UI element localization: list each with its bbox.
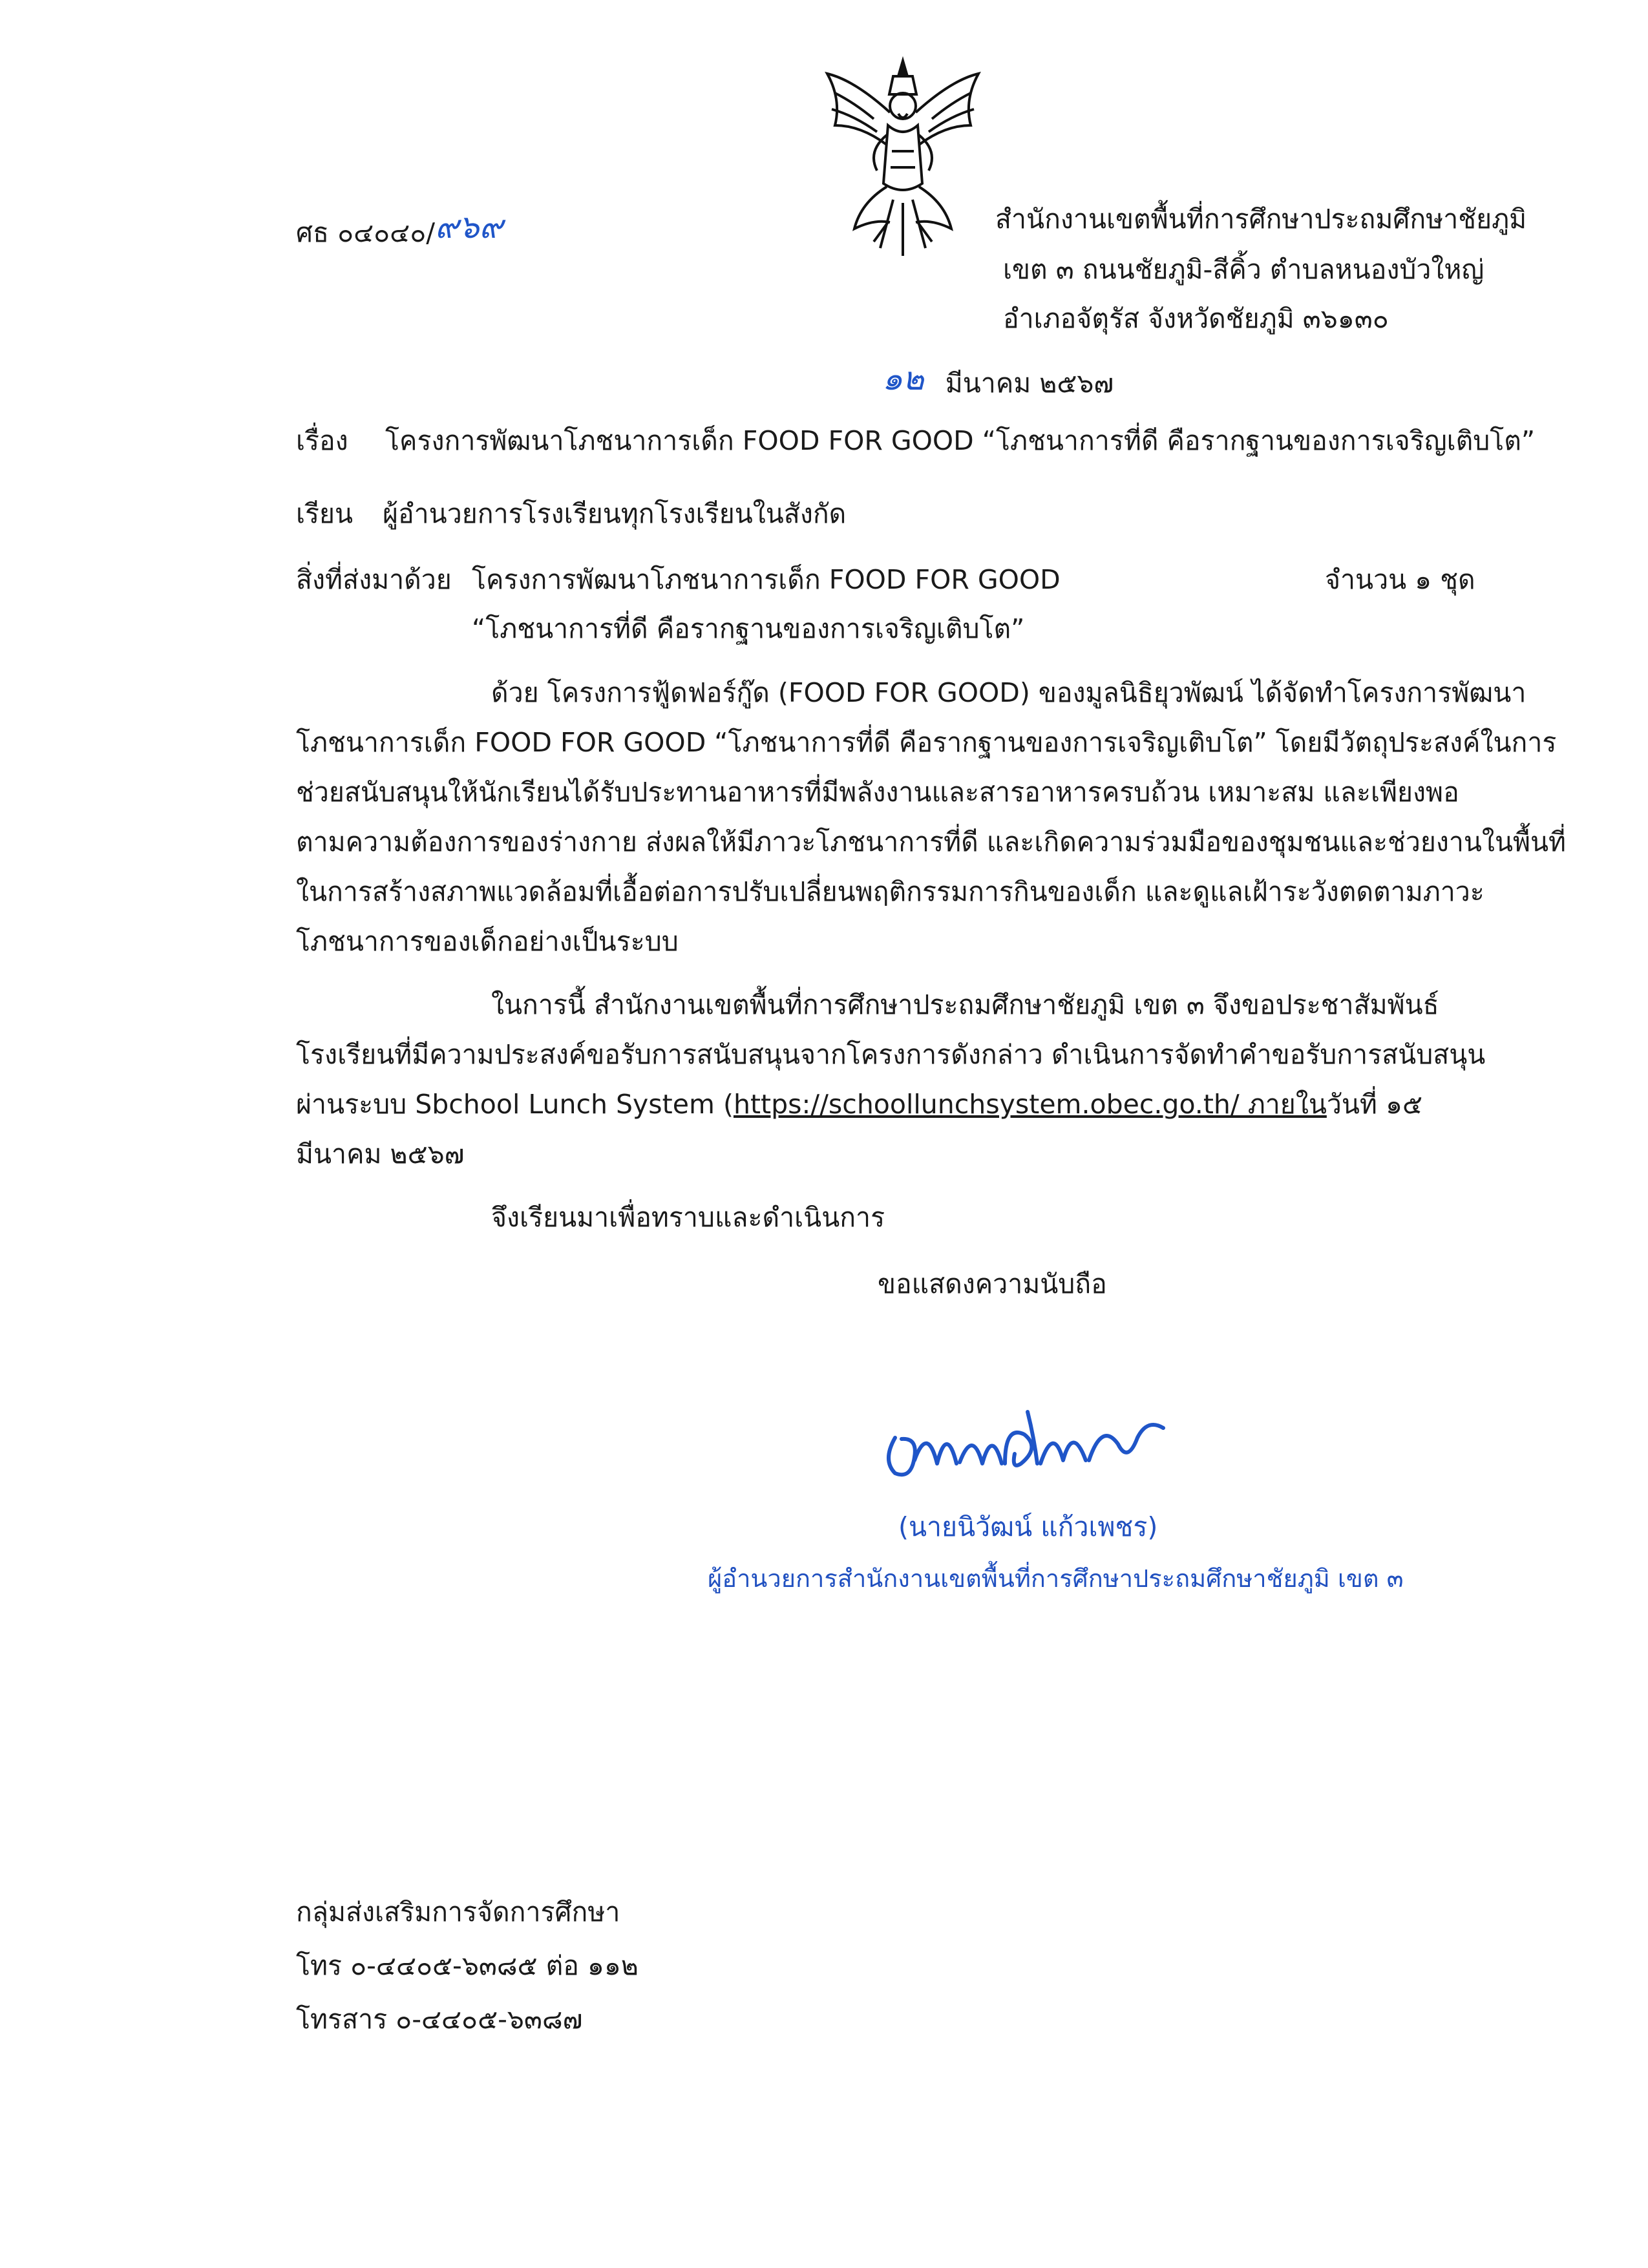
signatory-position: ผู้อำนวยการสำนักงานเขตพื้นที่การศึกษาประถมศึกษาชัยภูมิ เขต ๓ xyxy=(708,1564,1404,1593)
school-lunch-system-link[interactable]: https://schoollunchsystem.obec.go.th/ ภายใน xyxy=(733,1089,1327,1120)
paragraph-2-line-2: โรงเรียนที่มีความประสงค์ขอรับการสนับสนุนจากโครงการดังกล่าว ดำเนินการจัดทำคำขอรับการสนับสนุน xyxy=(296,1039,1486,1070)
footer-phone: โทร ๐-๔๔๐๕-๖๓๘๕ ต่อ ๑๑๒ xyxy=(296,1950,639,1981)
date-month-year: มีนาคม ๒๕๖๗ xyxy=(945,368,1114,399)
date-day-handwritten: ๑๒ xyxy=(882,360,924,397)
paragraph-2-line-3-suffix: วันที่ ๑๕ xyxy=(1326,1089,1423,1120)
closing-sentence: จึงเรียนมาเพื่อทราบและดำเนินการ xyxy=(491,1202,885,1233)
handwritten-signature-icon xyxy=(876,1399,1179,1489)
reference-handwritten: ๙๖๙ xyxy=(435,208,503,246)
reference-number xyxy=(296,208,503,250)
paragraph-1-line-4: ตามความต้องการของร่างกาย ส่งผลให้มีภาวะโภชนาการที่ดี และเกิดความร่วมมือของชุมชนและช่วยงานในพื้นที่ xyxy=(296,826,1567,857)
office-address-line-2: เขต ๓ ถนนชัยภูมิ-สีคิ้ว ตำบลหนองบัวใหญ่ xyxy=(1003,254,1484,285)
footer-department: กลุ่มส่งเสริมการจัดการศึกษา xyxy=(296,1896,620,1927)
paragraph-2-line-3-prefix: ผ่านระบบ Sbchool Lunch System ( xyxy=(296,1089,734,1120)
garuda-emblem-icon xyxy=(816,54,990,260)
paragraph-1-line-3: ช่วยสนับสนุนให้นักเรียนได้รับประทานอาหารที่มีพลังงานและสารอาหารครบถ้วน เหมาะสม และเพียงพอ xyxy=(296,777,1459,808)
paragraph-2-line-3 xyxy=(296,1087,1422,1122)
signatory-name: (นายนิวัฒน์ แก้วเพชร) xyxy=(898,1511,1158,1542)
letter-date xyxy=(882,360,1114,401)
paragraph-2-line-1: ในการนี้ สำนักงานเขตพื้นที่การศึกษาประถมศึกษาชัยภูมิ เขต ๓ จึงขอประชาสัมพันธ์ xyxy=(491,989,1439,1020)
enclosure-line-2: “โภชนาการที่ดี คือรากฐานของการเจริญเติบโต” xyxy=(472,613,1025,644)
office-address-line-3: อำเภอจัตุรัส จังหวัดชัยภูมิ ๓๖๑๓๐ xyxy=(1003,303,1389,334)
regards-text: ขอแสดงความนับถือ xyxy=(878,1268,1107,1299)
footer-fax: โทรสาร ๐-๔๔๐๕-๖๓๘๗ xyxy=(296,2004,583,2035)
paragraph-1-line-6: โภชนาการของเด็กอย่างเป็นระบบ xyxy=(296,926,679,957)
to-label: เรียน xyxy=(296,498,354,529)
enclosure-quantity: จำนวน ๑ ชุด xyxy=(1325,564,1475,595)
paragraph-2-line-4: มีนาคม ๒๕๖๗ xyxy=(296,1139,465,1170)
enclosure-line-1: โครงการพัฒนาโภชนาการเด็ก FOOD FOR GOOD xyxy=(472,564,1061,595)
enclosure-label: สิ่งที่ส่งมาด้วย xyxy=(296,564,452,595)
to-text: ผู้อำนวยการโรงเรียนทุกโรงเรียนในสังกัด xyxy=(383,498,847,529)
reference-prefix: ศธ ๐๔๐๔๐/ xyxy=(296,217,436,248)
office-address-line-1: สำนักงานเขตพื้นที่การศึกษาประถมศึกษาชัยภูมิ xyxy=(995,204,1527,235)
subject-text: โครงการพัฒนาโภชนาการเด็ก FOOD FOR GOOD “โภชนาการที่ดี คือรากฐานของการเจริญเติบโต” xyxy=(385,425,1536,456)
paragraph-1-line-1: ด้วย โครงการฟู้ดฟอร์กู๊ด (FOOD FOR GOOD) ของมูลนิธิยุวพัฒน์ ได้จัดทำโครงการพัฒนา xyxy=(491,677,1527,708)
subject-label: เรื่อง xyxy=(296,425,348,456)
paragraph-1-line-5: ในการสร้างสภาพแวดล้อมที่เอื้อต่อการปรับเปลี่ยนพฤติกรรมการกินของเด็ก และดูแลเฝ้าระวังตดตามภาวะ xyxy=(296,876,1484,907)
paragraph-1-line-2: โภชนาการเด็ก FOOD FOR GOOD “โภชนาการที่ดี คือรากฐานของการเจริญเติบโต” โดยมีวัตถุประสงค์ในการ xyxy=(296,727,1557,758)
